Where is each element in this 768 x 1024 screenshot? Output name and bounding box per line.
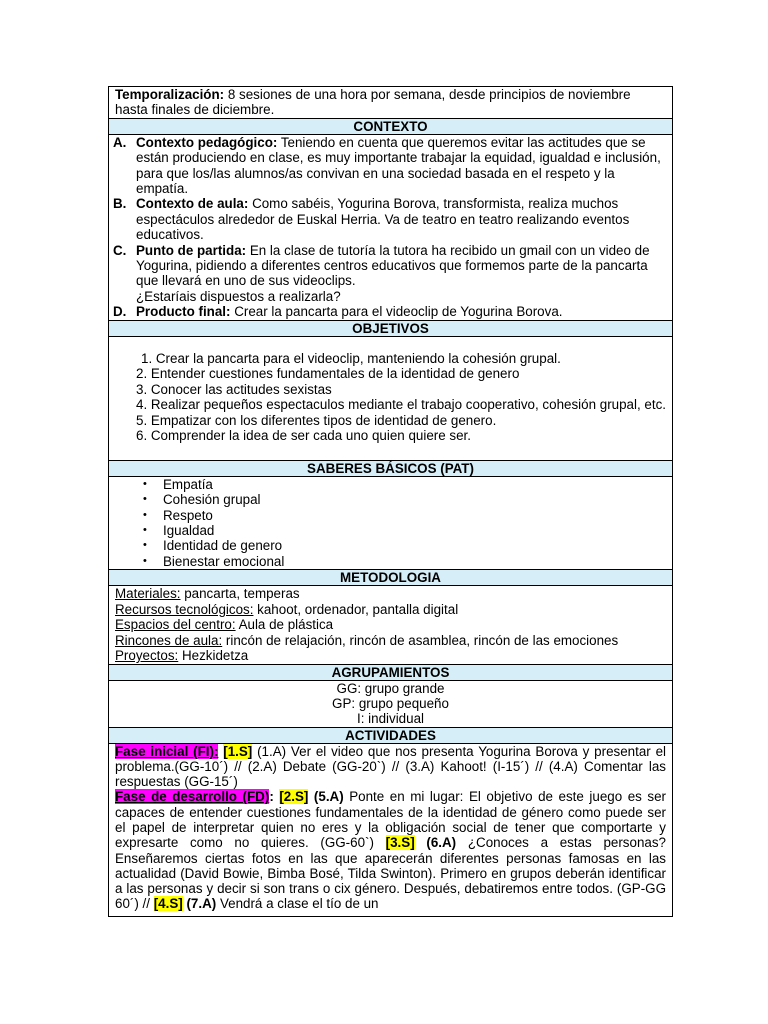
metodologia-text: Aula de plástica <box>235 617 334 633</box>
temporalizacion-row <box>109 87 672 119</box>
objetivo-item: 4. Realizar pequeños espectaculos mediante el trabajo cooperativo, cohesión grupal, etc. <box>136 397 667 413</box>
metodologia-row <box>109 586 672 602</box>
metodologia-row <box>109 602 672 618</box>
metodologia-text: pancarta, temperas <box>180 586 300 602</box>
actividades-section <box>109 744 672 917</box>
contexto-item-d <box>109 304 672 319</box>
item-label: Contexto pedagógico: <box>136 134 278 150</box>
saber-item: • Bienestar emocional <box>163 554 672 569</box>
agrupamientos-header: AGRUPAMIENTOS <box>109 665 672 681</box>
objetivo-item: 1. Crear la pancarta para el videoclip, manteniendo la cohesión grupal. <box>141 350 561 366</box>
objetivo-item: 2. Entender cuestiones fundamentales de la identidad de genero <box>136 366 520 382</box>
item-extra: ¿Estaríais dispuestos a realizarla? <box>136 288 341 304</box>
agrupamiento-item: GG: grupo grande <box>336 680 445 696</box>
activity-code: (7.A) <box>182 896 217 912</box>
activity-text: ¿Conoces a estas personas? Enseñaremos ciertas fotos en las que aparecerán diferentes personas famosas en las actualidad (David Bowie, Bimba Bosé, Tilda Swinton). Primero en grupos deberán identificar a las personas y decir si son trans o cix género. Después, debatiremos entre todos. (GP-GG 60´) // <box>115 835 666 912</box>
objetivo-item: 6. Comprender la idea de ser cada uno quien quiere ser. <box>136 428 471 444</box>
temporalizacion-label: Temporalización: <box>115 87 225 102</box>
contexto-item-a <box>109 135 672 197</box>
metodologia-row <box>109 617 672 633</box>
item-marker: C. <box>113 242 127 258</box>
item-marker: A. <box>113 134 127 150</box>
activity-code: (6.A) <box>414 835 457 851</box>
lesson-plan-table <box>108 86 673 917</box>
metodologia-row <box>109 633 672 649</box>
metodologia-label: Recursos tecnológicos: <box>115 601 254 617</box>
metodologia-label: Proyectos: <box>115 648 179 664</box>
activity-text: (1.A) Ver el video que nos presenta Yogurina Borova y presentar el problema.(GG-10´) // (2.A) Debate (GG-20`) // (3.A) Kahoot! (I-15´) // (4.A) Comentar las respuestas (GG-15´) <box>115 743 666 790</box>
objetivos-section <box>109 337 672 461</box>
activity-text: Vendrá a clase el tío de un <box>216 896 379 912</box>
agrupamiento-item: I: individual <box>357 711 424 727</box>
metodologia-label: Materiales: <box>115 586 181 602</box>
objetivo-item: 5. Empatizar con los diferentes tipos de identidad de genero. <box>136 412 497 428</box>
metodologia-header: METODOLOGIA <box>109 570 672 586</box>
session-tag: [3.S] <box>385 835 415 851</box>
metodologia-text: Hezkidetza <box>178 648 249 664</box>
session-tag: [2.S] <box>279 789 309 805</box>
activity-text: Ponte en mi lugar: El objetivo de este juego es ser capaces de entender cuestiones fundamentales de la identidad de género como puede ser el papel de interpretar quien no eres y la obligación social de tener que comportarte y expresarte como no quieres. (GG-60`) <box>115 789 666 851</box>
contexto-header: CONTEXTO <box>109 119 672 135</box>
metodologia-section <box>109 586 672 665</box>
saber-item: • Igualdad <box>163 523 672 538</box>
contexto-item-c <box>109 243 672 305</box>
fase-inicial-label: Fase inicial (FI): <box>115 743 219 759</box>
contexto-section <box>109 135 672 321</box>
item-marker: D. <box>113 304 127 320</box>
objetivo-item: 3. Conocer las actitudes sexistas <box>136 381 332 397</box>
item-text: En la clase de tutoría la tutora ha recibido un gmail con un video de Yogurina, pidiendo a diferentes centros educativos que formemos parte de la pancarta que llevará en uno de sus videoclips. <box>136 242 650 289</box>
saber-item: • Cohesión grupal <box>163 492 672 507</box>
item-text: Crear la pancarta para el videoclip de Yogurina Borova. <box>230 304 563 320</box>
saber-item: • Empatía <box>163 477 672 492</box>
saberes-header: SABERES BÁSICOS (PAT) <box>109 461 672 477</box>
saber-item: • Respeto <box>163 508 672 523</box>
metodologia-row <box>109 648 672 664</box>
saber-item: • Identidad de genero <box>163 538 672 553</box>
contexto-item-b <box>109 196 672 242</box>
item-marker: B. <box>113 196 127 212</box>
item-text: Como sabéis, Yogurina Borova, transformista, realiza muchos espectáculos alrededor de Euskal Herria. Va de teatro en teatro realizando eventos educativos. <box>136 196 630 243</box>
agrupamientos-section <box>109 681 672 728</box>
session-tag: [1.S] <box>223 743 253 759</box>
metodologia-label: Rincones de aula: <box>115 632 223 648</box>
metodologia-label: Espacios del centro: <box>115 617 236 633</box>
metodologia-text: rincón de relajación, rincón de asamblea, rincón de las emociones <box>222 632 619 648</box>
objetivos-header: OBJETIVOS <box>109 321 672 337</box>
item-text: Teniendo en cuenta que queremos evitar las actitudes que se están produciendo en clase, es muy importante trabajar la equidad, igualdad e inclusión, para que los/las alumnos/as convivan en una sociedad basada en el respeto y la empatía. <box>136 134 661 197</box>
colon: : <box>269 789 274 805</box>
agrupamiento-item: GP: grupo pequeño <box>332 695 449 711</box>
item-label: Contexto de aula: <box>136 196 249 212</box>
item-label: Punto de partida: <box>136 242 247 258</box>
session-tag: [4.S] <box>153 896 183 912</box>
saberes-section <box>109 477 672 570</box>
fase-desarrollo-label: Fase de desarrollo (FD) <box>115 789 270 805</box>
temporalizacion-text: 8 sesiones de una hora por semana, desde principios de noviembre hasta finales de diciembre. <box>115 87 631 118</box>
item-label: Producto final: <box>136 304 231 320</box>
activity-code: (5.A) <box>308 789 344 805</box>
metodologia-text: kahoot, ordenador, pantalla digital <box>253 601 459 617</box>
actividades-header: ACTIVIDADES <box>109 728 672 744</box>
